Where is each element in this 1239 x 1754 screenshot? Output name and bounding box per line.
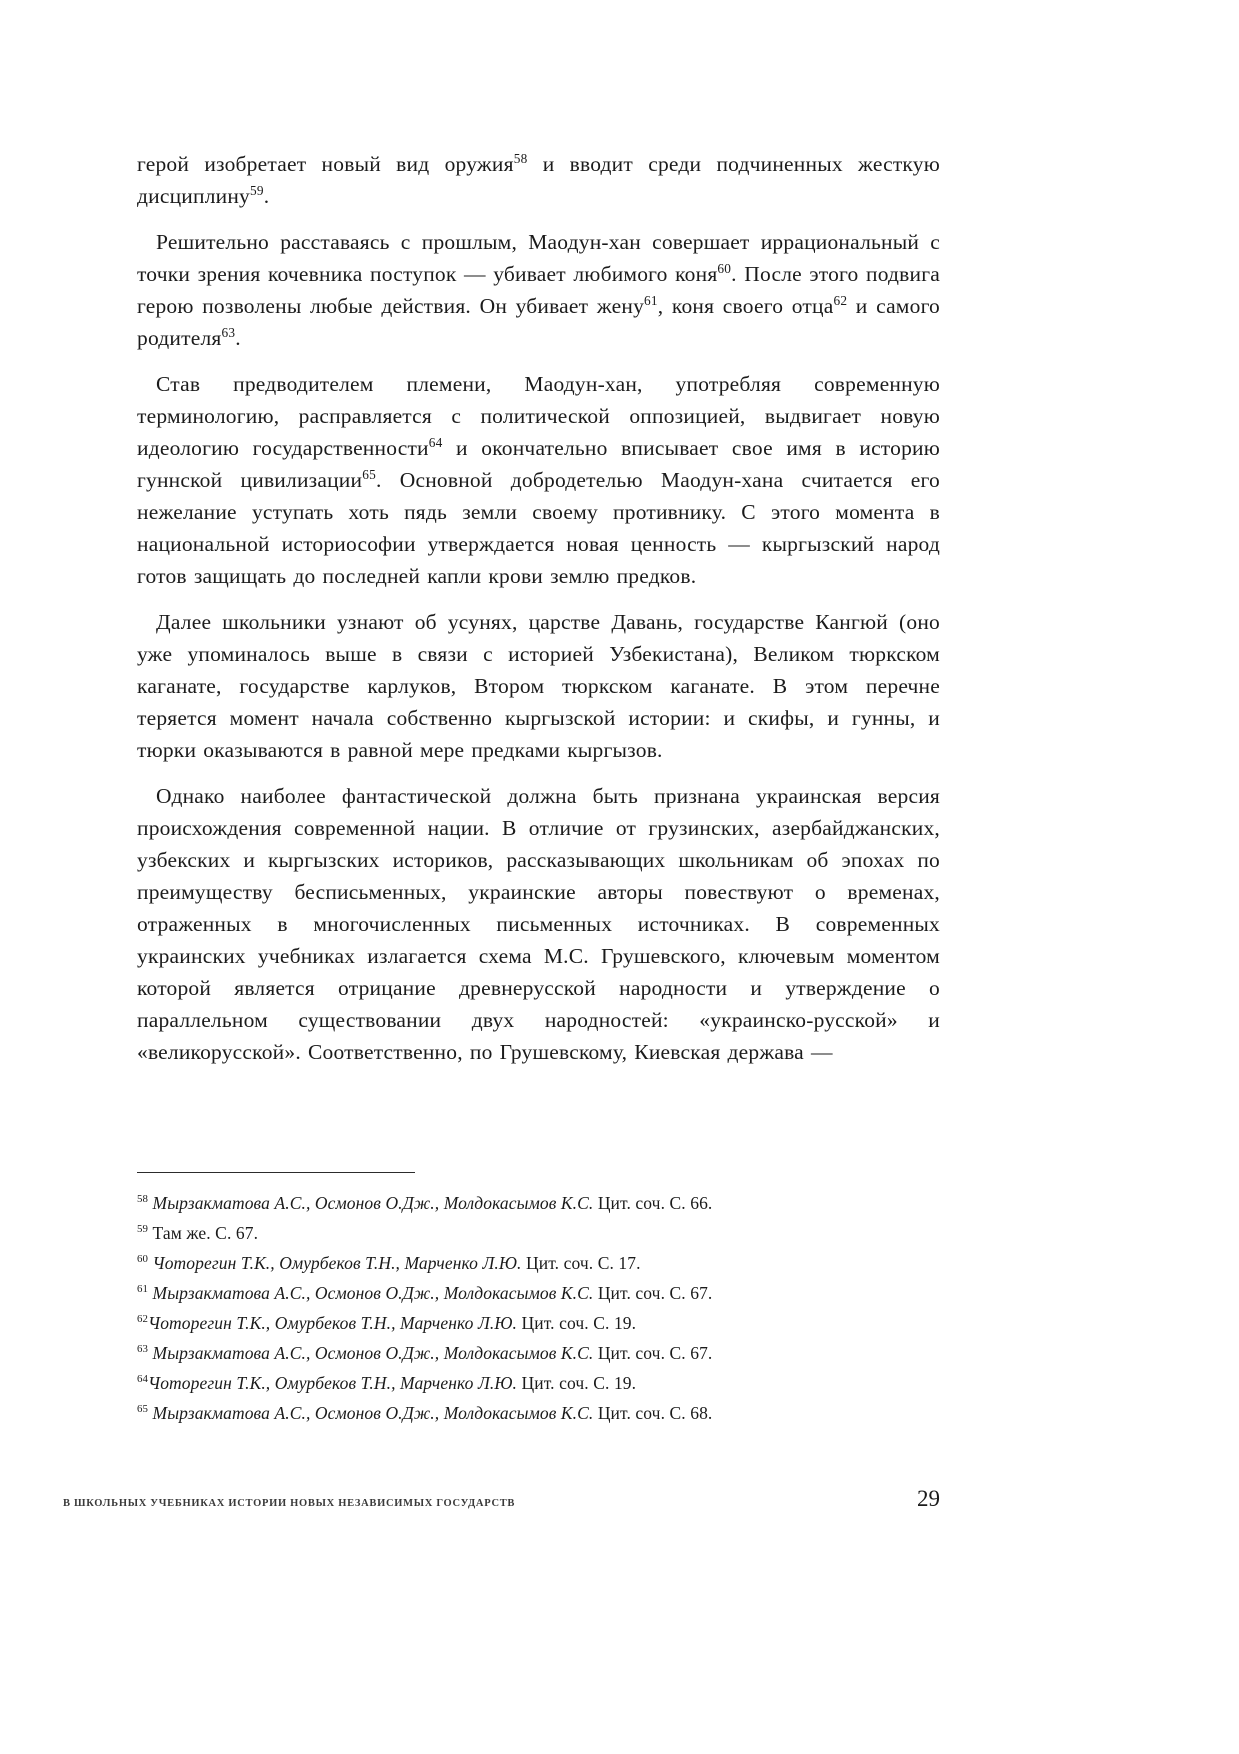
footnote-number: 62 bbox=[137, 1313, 149, 1326]
page-footer bbox=[63, 1486, 940, 1512]
footnote-ref: 60 bbox=[717, 260, 732, 276]
footnote-separator bbox=[137, 1172, 415, 1173]
footnote-ref: 62 bbox=[833, 292, 848, 308]
footnote-ref: 64 bbox=[428, 434, 443, 450]
footnote: $^{59}$ Там же. С. 67. bbox=[137, 1223, 259, 1243]
footnote-ref: 61 bbox=[644, 292, 658, 308]
footnote-ref: 59 bbox=[250, 182, 264, 198]
page-number: 29 bbox=[917, 1486, 940, 1511]
running-title: В ШКОЛЬНЫХ УЧЕБНИКАХ ИСТОРИИ НОВЫХ НЕЗАВИСИМЫХ ГОСУДАРСТВ bbox=[63, 1498, 516, 1509]
footnote-number: 58 bbox=[137, 1193, 149, 1206]
footnote: $^{65}$ Мырзакматова А.С., Осмонов О.Дж., Молдокасымов К.С. Цит. соч. С. 68. bbox=[137, 1403, 713, 1423]
footnote-authors: Чоторегин Т.К., Омурбеков Т.Н., Марченко Л.Ю. bbox=[148, 1313, 518, 1333]
footnote: $^{60}$ Чоторегин Т.К., Омурбеков Т.Н., Марченко Л.Ю. Цит. соч. С. 17. bbox=[137, 1253, 641, 1273]
footnote-number: 61 bbox=[137, 1283, 149, 1296]
footnote-number: 60 bbox=[137, 1253, 149, 1266]
paragraph: герой изобретает новый вид оружия$^{58}$ и вводит среди подчиненных жесткую дисциплину$^{59}$. bbox=[137, 150, 940, 208]
footnote: $^{63}$ Мырзакматова А.С., Осмонов О.Дж., Молдокасымов К.С. Цит. соч. С. 67. bbox=[137, 1343, 713, 1363]
footnote-authors: Мырзакматова А.С., Осмонов О.Дж., Молдокасымов К.С. bbox=[152, 1283, 594, 1303]
footnote: $^{58}$ Мырзакматова А.С., Осмонов О.Дж., Молдокасымов К.С. Цит. соч. С. 66. bbox=[137, 1193, 713, 1213]
paragraph: Однако наиболее фантастической должна быть признана украинская версия происхождения современной нации. В отличие от грузинских, азербайджанских, узбекских и кыргызских историков, рассказывающих школьникам об эпохах по преимуществу бесписьменных, украинские авторы повествуют о временах, отраженных в многочисленных письменных источниках. В современных украинских учебниках излагается схема М.С. Грушевского, ключевым моментом которой является отрицание древнерусской народности и утверждение о параллельном существовании двух народностей: «украинско-русской» и «великорусской». Соответственно, по Грушевскому, Киевская держава — bbox=[137, 784, 940, 1064]
footnote-number: 59 bbox=[137, 1223, 149, 1236]
footnote-authors: Чоторегин Т.К., Омурбеков Т.Н., Марченко Л.Ю. bbox=[152, 1253, 522, 1273]
footnote-authors: Мырзакматова А.С., Осмонов О.Дж., Молдокасымов К.С. bbox=[152, 1403, 594, 1423]
footnote-authors: Мырзакматова А.С., Осмонов О.Дж., Молдокасымов К.С. bbox=[152, 1343, 594, 1363]
paragraph: Решительно расставаясь с прошлым, Маодун-хан совершает иррациональный с точки зрения кочевника поступок — убивает любимого коня$^{60}$. После этого подвига герою позволены любые действия. Он убивает жену$^{61}$, коня своего отца$^{62}$ и самого родителя$^{63}$. bbox=[137, 230, 940, 350]
footnote-number: 64 bbox=[137, 1373, 149, 1386]
footnote: $^{62}$Чоторегин Т.К., Омурбеков Т.Н., Марченко Л.Ю. Цит. соч. С. 19. bbox=[137, 1313, 637, 1333]
footnote: $^{64}$Чоторегин Т.К., Омурбеков Т.Н., Марченко Л.Ю. Цит. соч. С. 19. bbox=[137, 1373, 637, 1393]
footnotes-section bbox=[137, 1188, 940, 1428]
footnote-number: 65 bbox=[137, 1403, 149, 1416]
footnote-ref: 63 bbox=[221, 324, 236, 340]
footnote-number: 63 bbox=[137, 1343, 149, 1356]
footnote-ref: 58 bbox=[513, 150, 528, 166]
footnote-authors: Мырзакматова А.С., Осмонов О.Дж., Молдокасымов К.С. bbox=[152, 1193, 594, 1213]
page-body bbox=[137, 148, 940, 1082]
footnote: $^{61}$ Мырзакматова А.С., Осмонов О.Дж., Молдокасымов К.С. Цит. соч. С. 67. bbox=[137, 1283, 713, 1303]
paragraph: Далее школьники узнают об усунях, царстве Давань, государстве Кангюй (оно уже упоминалось выше в связи с историей Узбекистана), Великом тюркском каганате, государстве карлуков, Втором тюркском каганате. В этом перечне теряется момент начала собственно кыргызской истории: и скифы, и гунны, и тюрки оказываются в равной мере предками кыргызов. bbox=[137, 610, 940, 762]
footnote-ref: 65 bbox=[362, 466, 376, 482]
footnote-authors: Чоторегин Т.К., Омурбеков Т.Н., Марченко Л.Ю. bbox=[148, 1373, 518, 1393]
paragraph: Став предводителем племени, Маодун-хан, употребляя современную терминологию, расправляется с политической оппозицией, выдвигает новую идеологию государственности$^{64}$ и окончательно вписывает свое имя в историю гуннской цивилизации$^{65}$. Основной добродетелью Маодун-хана считается его нежелание уступать хоть пядь земли своему противнику. С этого момента в национальной историософии утверждается новая ценность — кыргызский народ готов защищать до последней капли крови землю предков. bbox=[137, 372, 940, 588]
